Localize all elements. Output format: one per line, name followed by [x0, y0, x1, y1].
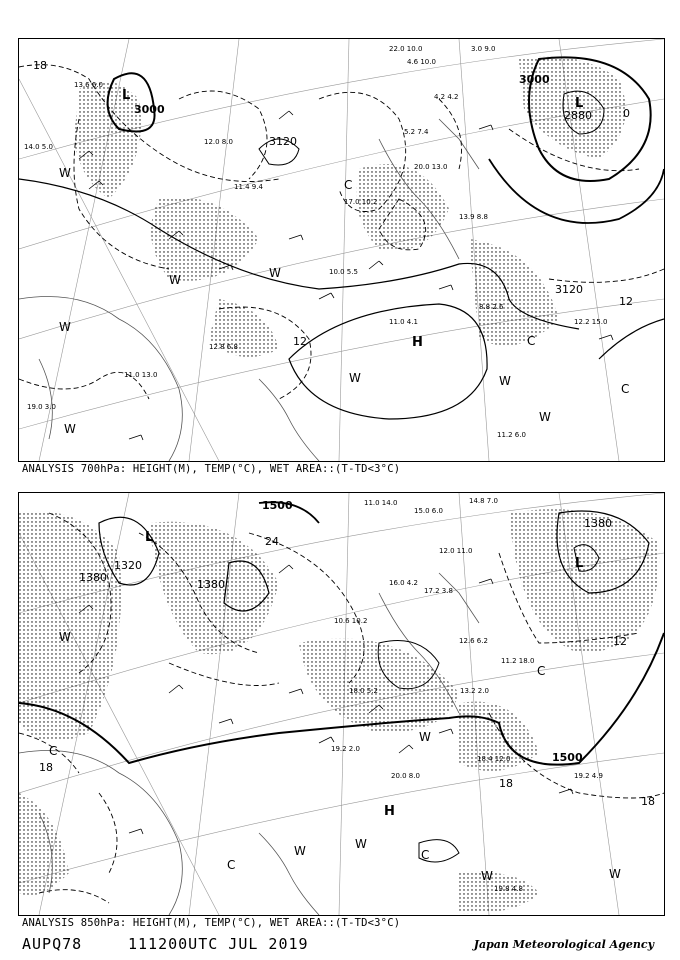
map-700hpa-canvas	[19, 39, 664, 461]
isotherm-label: 12	[619, 295, 633, 308]
station-value: 19.0 3.0	[27, 403, 56, 411]
station-value: 19.2 2.0	[331, 745, 360, 753]
warm-center: W	[59, 166, 71, 180]
isotherm-label: 0	[623, 107, 630, 120]
warm-center: W	[169, 273, 181, 287]
station-value: 17.2 3.8	[424, 587, 453, 595]
panel-caption-700hpa: ANALYSIS 700hPa: HEIGHT(M), TEMP(°C), WET AREA::(T-TD<3°C)	[22, 463, 401, 475]
warm-center: W	[269, 266, 281, 280]
station-value: 22.0 10.0	[389, 45, 423, 53]
station-value: 19.2 4.9	[574, 772, 603, 780]
station-value: 13.2 2.0	[460, 687, 489, 695]
cold-center: C	[49, 744, 58, 758]
station-value: 11.0 14.0	[364, 499, 398, 507]
station-value: 18.0 5.2	[349, 687, 378, 695]
station-value: 4.2 4.2	[434, 93, 459, 101]
high-center: H	[412, 335, 423, 350]
isotherm-label: 18	[39, 761, 53, 774]
isotherm-label: 18	[641, 795, 655, 808]
map-850hpa	[18, 492, 665, 916]
station-value: 4.6 10.0	[407, 58, 436, 66]
isotherm-label: 12	[613, 635, 627, 648]
station-value: 12.8 6.8	[209, 343, 238, 351]
station-value: 14.8 7.0	[469, 497, 498, 505]
warm-center: W	[499, 374, 511, 388]
warm-center: W	[539, 410, 551, 424]
warm-center: W	[59, 320, 71, 334]
warm-center: W	[609, 867, 621, 881]
chart-code: AUPQ78	[22, 935, 83, 953]
warm-center: W	[355, 837, 367, 851]
station-value: 15.0 6.0	[414, 507, 443, 515]
station-value: 12.2 15.0	[574, 318, 608, 326]
warm-center: W	[481, 869, 493, 883]
warm-center: W	[64, 422, 76, 436]
cold-center: C	[421, 848, 430, 862]
warm-center: W	[349, 371, 361, 385]
isotherm-label: 18	[499, 777, 513, 790]
cold-center: C	[527, 334, 536, 348]
map-700hpa	[18, 38, 665, 462]
agency-name: Japan Meteorological Agency	[473, 938, 654, 951]
station-value: 12.0 8.0	[204, 138, 233, 146]
station-value: 11.2 6.0	[497, 431, 526, 439]
station-value: 16.0 4.2	[389, 579, 418, 587]
station-value: 12.6 6.2	[459, 637, 488, 645]
warm-center: W	[419, 730, 431, 744]
low-center: L	[145, 530, 154, 545]
station-value: 20.0 13.0	[414, 163, 448, 171]
station-value: 17.0 10.2	[344, 198, 378, 206]
station-value: 10.6 10.2	[334, 617, 368, 625]
station-value: 8.8 2.6	[479, 303, 504, 311]
cold-center: C	[537, 664, 546, 678]
station-value: 11.0 13.0	[124, 371, 158, 379]
station-value: 18.4 12.0	[477, 755, 511, 763]
station-value: 13.6 6.0	[74, 81, 103, 89]
contour-label: 2880	[564, 109, 592, 122]
warm-center: W	[59, 630, 71, 644]
contour-label: 1500	[262, 499, 293, 512]
cold-center: C	[227, 858, 236, 872]
station-value: 11.4 9.4	[234, 183, 263, 191]
isotherm-label: 18	[33, 59, 47, 72]
contour-label: 1380	[197, 578, 225, 591]
station-value: 12.0 11.0	[439, 547, 473, 555]
contour-label: 3120	[555, 283, 583, 296]
warm-center: W	[294, 844, 306, 858]
cold-center: C	[344, 178, 353, 192]
isotherm-label: 12	[293, 335, 307, 348]
low-center: L	[122, 88, 131, 103]
station-value: 11.2 18.0	[501, 657, 535, 665]
station-value: 13.9 8.8	[459, 213, 488, 221]
cold-center: C	[621, 382, 630, 396]
low-center: L	[575, 96, 584, 111]
low-center: L	[575, 556, 584, 571]
station-value: 11.0 4.1	[389, 318, 418, 326]
contour-label: 1500	[552, 751, 583, 764]
station-value: 19.8 4.8	[494, 885, 523, 893]
contour-label: 1380	[584, 517, 612, 530]
high-center: H	[384, 804, 395, 819]
contour-label: 3000	[134, 103, 165, 116]
contour-label: 3120	[269, 135, 297, 148]
station-value: 14.0 5.0	[24, 143, 53, 151]
contour-label: 1380	[79, 571, 107, 584]
panel-caption-850hpa: ANALYSIS 850hPa: HEIGHT(M), TEMP(°C), WET AREA::(T-TD<3°C)	[22, 917, 401, 929]
map-850hpa-canvas	[19, 493, 664, 915]
contour-label: 3000	[519, 73, 550, 86]
station-value: 10.0 5.5	[329, 268, 358, 276]
station-value: 3.0 9.0	[471, 45, 496, 53]
station-value: 20.0 8.0	[391, 772, 420, 780]
station-value: 5.2 7.4	[404, 128, 429, 136]
valid-time: 111200UTC JUL 2019	[128, 935, 309, 953]
isotherm-label: 24	[265, 535, 279, 548]
contour-label: 1320	[114, 559, 142, 572]
